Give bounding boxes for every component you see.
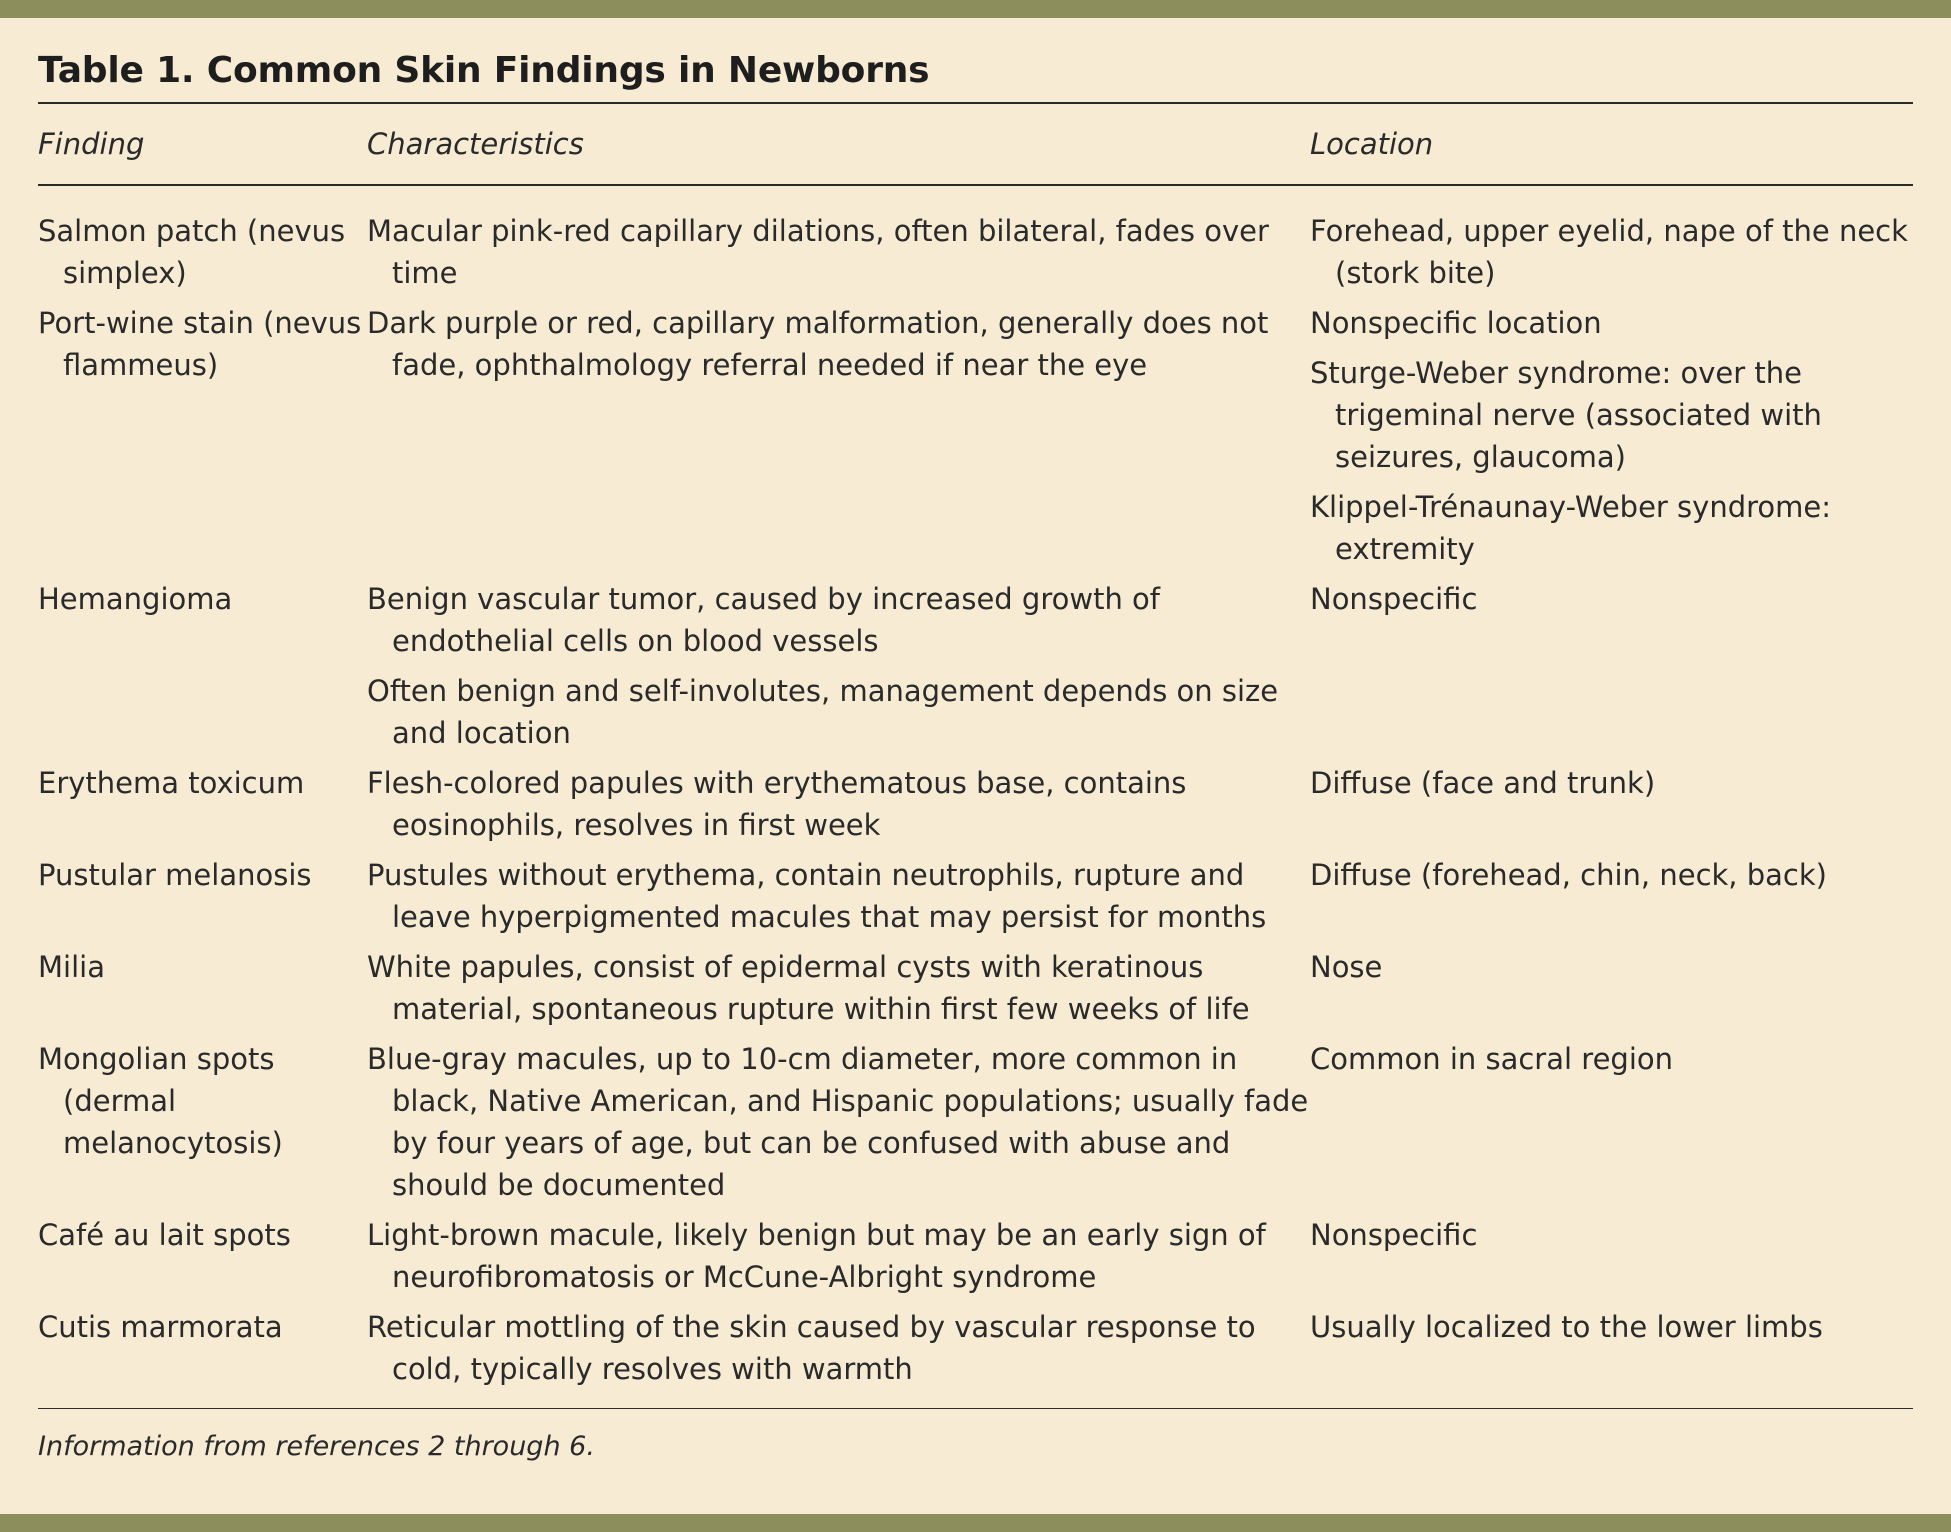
- cell-location: [1310, 1214, 1913, 1306]
- column-header-characteristics: Characteristics: [367, 104, 1310, 185]
- cell-finding: [38, 1214, 367, 1306]
- table-body: [38, 185, 1913, 1408]
- characteristics-text: Pustules without erythema, contain neutrophils, rupture and leave hyperpigmented macules that may persist for months: [367, 858, 1267, 934]
- location-text: Nonspecific: [1310, 582, 1478, 616]
- cell-characteristics: [367, 946, 1310, 1038]
- characteristics-text: Light-brown macule, likely benign but may be an early sign of neurofibromatosis or McCune-Albright syndrome: [367, 1218, 1266, 1294]
- footer-rule: [38, 1408, 1913, 1409]
- cell-location: [1310, 185, 1913, 302]
- finding-text: Milia: [38, 950, 105, 984]
- table-row: [38, 578, 1913, 762]
- cell-characteristics: [367, 762, 1310, 854]
- finding-text: Mongolian spots (dermal melanocytosis): [38, 1042, 283, 1160]
- location-text: Common in sacral region: [1310, 1042, 1673, 1076]
- table-row: [38, 1306, 1913, 1408]
- table-row: [38, 762, 1913, 854]
- cell-location: [1310, 578, 1913, 762]
- location-text: Forehead, upper eyelid, nape of the neck (stork bite): [1310, 214, 1908, 290]
- characteristics-text: Blue-gray macules, up to 10-cm diameter, more common in black, Native American, and Hispanic populations; usually fade by four years of age, but can be confused with abuse and should be documented: [367, 1042, 1309, 1202]
- finding-text: Cutis marmorata: [38, 1310, 283, 1344]
- cell-characteristics: [367, 1214, 1310, 1306]
- cell-characteristics: [367, 1306, 1310, 1408]
- finding-text: Pustular melanosis: [38, 858, 312, 892]
- characteristics-text: Dark purple or red, capillary malformation, generally does not fade, ophthalmology referral needed if near the eye: [367, 306, 1269, 382]
- table-row: [38, 185, 1913, 302]
- header-row: [38, 104, 1913, 185]
- cell-finding: [38, 762, 367, 854]
- cell-location: [1310, 1306, 1913, 1408]
- finding-text: Hemangioma: [38, 582, 233, 616]
- footnote: Information from references 2 through 6.: [38, 1431, 595, 1462]
- characteristics-text: Macular pink-red capillary dilations, often bilateral, fades over time: [367, 214, 1269, 290]
- cell-finding: [38, 578, 367, 762]
- table-row: [38, 946, 1913, 1038]
- cell-characteristics: [367, 854, 1310, 946]
- location-text: Nonspecific: [1310, 1218, 1478, 1252]
- cell-characteristics: [367, 1038, 1310, 1214]
- finding-text: Erythema toxicum: [38, 766, 305, 800]
- finding-text: Café au lait spots: [38, 1218, 291, 1252]
- characteristics-text: Benign vascular tumor, caused by increased growth of endothelial cells on blood vessels: [367, 582, 1161, 658]
- top-color-band: [0, 0, 1951, 18]
- table-row: [38, 1038, 1913, 1214]
- location-text: Usually localized to the lower limbs: [1310, 1310, 1823, 1344]
- cell-location: [1310, 1038, 1913, 1214]
- cell-finding: [38, 1038, 367, 1214]
- table-row: [38, 302, 1913, 578]
- cell-location: [1310, 302, 1913, 578]
- location-text: Diffuse (forehead, chin, neck, back): [1310, 858, 1827, 892]
- characteristics-text: Often benign and self-involutes, management depends on size and location: [367, 674, 1279, 750]
- cell-finding: [38, 1306, 367, 1408]
- location-text: Nose: [1310, 950, 1383, 984]
- location-text: Nonspecific location: [1310, 306, 1602, 340]
- finding-text: Port-wine stain (nevus flammeus): [38, 306, 362, 382]
- cell-finding: [38, 302, 367, 578]
- cell-characteristics: [367, 185, 1310, 302]
- characteristics-text: Reticular mottling of the skin caused by vascular response to cold, typically resolves with warmth: [367, 1310, 1256, 1386]
- table-row: [38, 854, 1913, 946]
- column-header-finding: Finding: [38, 104, 367, 185]
- cell-characteristics: [367, 578, 1310, 762]
- cell-finding: [38, 854, 367, 946]
- bottom-color-band: [0, 1514, 1951, 1532]
- cell-location: [1310, 854, 1913, 946]
- cell-location: [1310, 946, 1913, 1038]
- column-header-location: Location: [1310, 104, 1913, 185]
- characteristics-text: Flesh-colored papules with erythematous base, contains eosinophils, resolves in first week: [367, 766, 1187, 842]
- location-text: Diffuse (face and trunk): [1310, 766, 1656, 800]
- location-text: Klippel-Trénaunay-Weber syndrome: extremity: [1310, 490, 1832, 566]
- location-text: Sturge-Weber syndrome: over the trigeminal nerve (associated with seizures, glaucoma): [1310, 356, 1822, 474]
- finding-text: Salmon patch (nevus simplex): [38, 214, 346, 290]
- cell-finding: [38, 185, 367, 302]
- skin-findings-table: [38, 104, 1913, 1408]
- table-row: [38, 1214, 1913, 1306]
- characteristics-text: White papules, consist of epidermal cysts with keratinous material, spontaneous rupture within first few weeks of life: [367, 950, 1250, 1026]
- cell-characteristics: [367, 302, 1310, 578]
- cell-finding: [38, 946, 367, 1038]
- table-container: [38, 46, 1913, 1462]
- table-title: Table 1. Common Skin Findings in Newborns: [38, 50, 930, 91]
- cell-location: [1310, 762, 1913, 854]
